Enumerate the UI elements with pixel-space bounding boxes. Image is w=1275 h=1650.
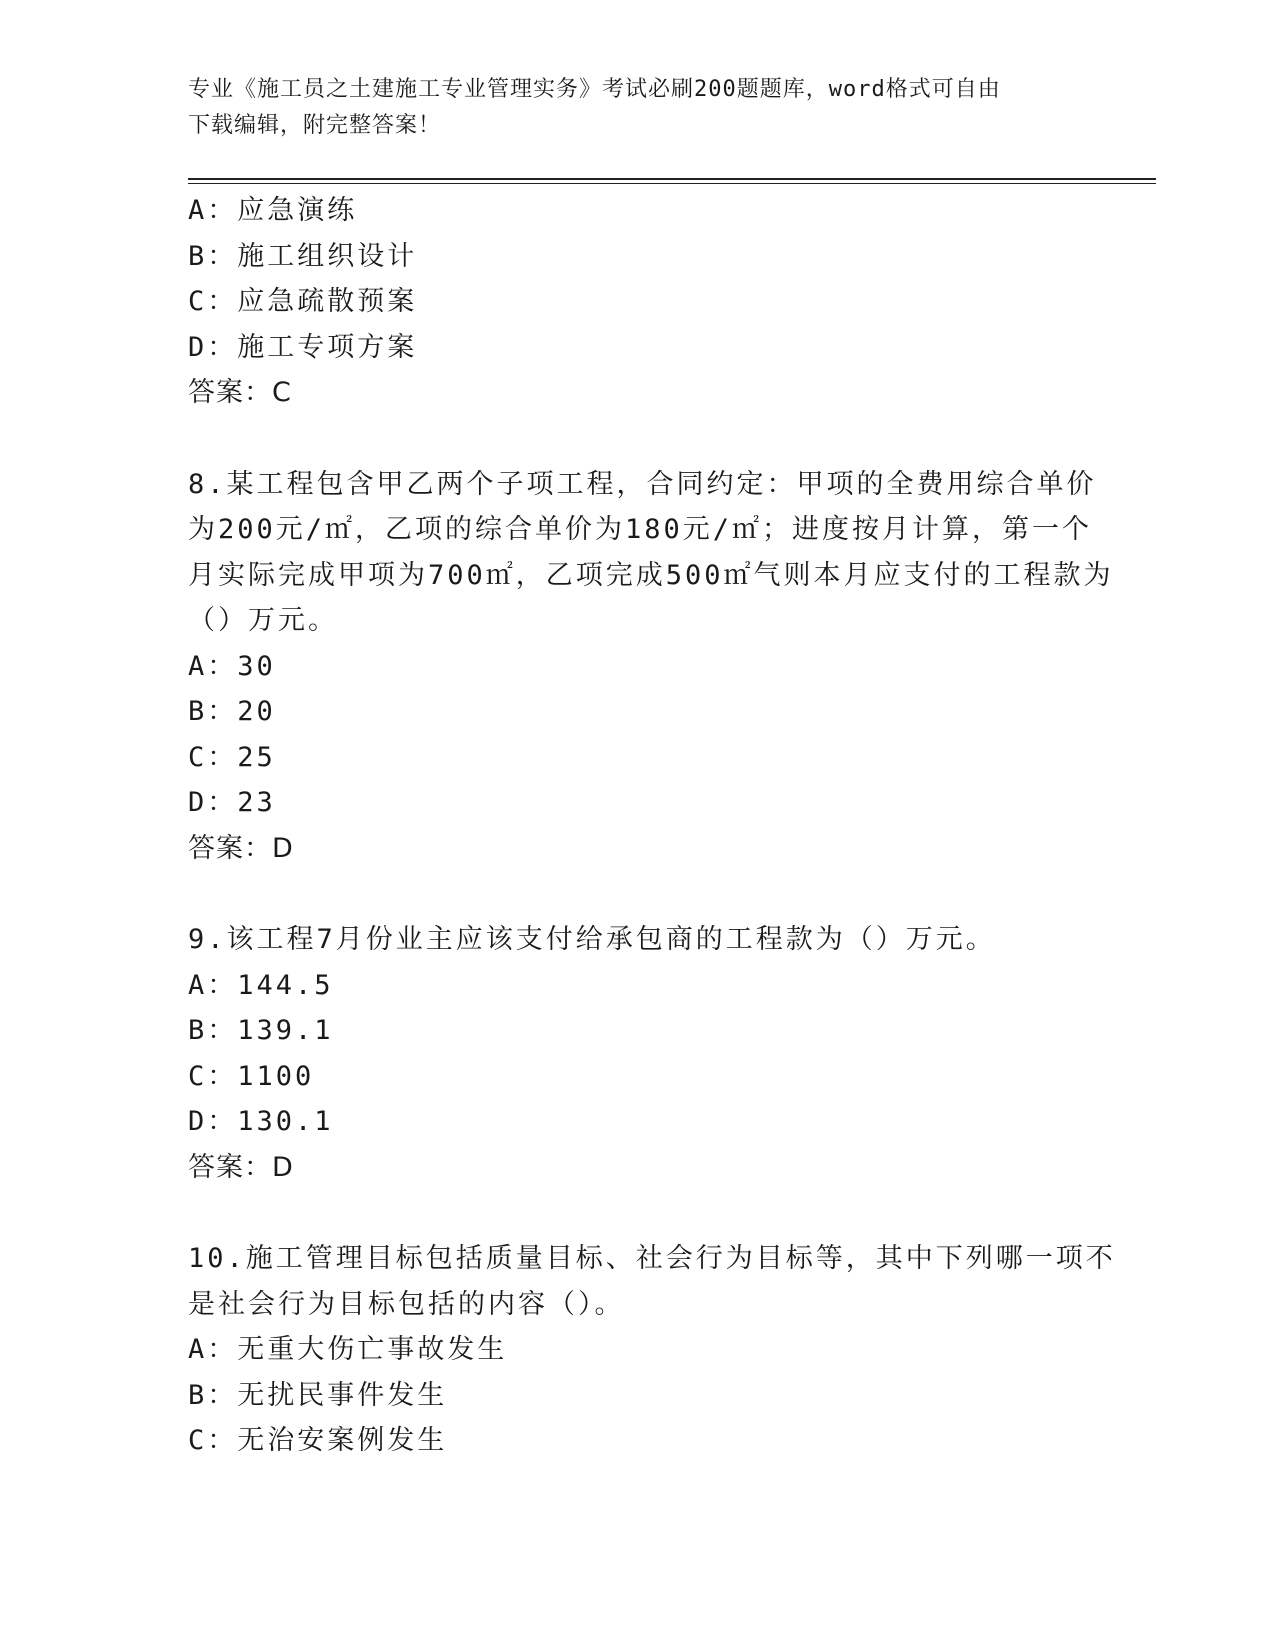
answer-label: 答案：D bbox=[188, 1151, 294, 1183]
option-a: A：30 bbox=[188, 650, 276, 682]
question-8-text-line-1: 8.某工程包含甲乙两个子项工程，合同约定：甲项的全费用综合单价 bbox=[188, 468, 1097, 500]
answer-label: 答案：C bbox=[188, 377, 292, 408]
question-9-block bbox=[188, 917, 1088, 1190]
option-a: A：应急演练 bbox=[188, 195, 358, 226]
question-10-text-line-2: 是社会行为目标包括的内容（）。 bbox=[188, 1288, 625, 1320]
header-divider bbox=[188, 178, 1156, 180]
option-c: C：应急疏散预案 bbox=[188, 286, 418, 317]
question-list bbox=[188, 188, 1116, 1464]
option-b: B：139.1 bbox=[188, 1015, 334, 1046]
question-10-block bbox=[188, 1236, 1116, 1464]
option-b: B：施工组织设计 bbox=[188, 240, 418, 272]
question-10-text-line-1: 10.施工管理目标包括质量目标、社会行为目标等，其中下列哪一项不 bbox=[188, 1243, 1116, 1274]
option-c: C：1100 bbox=[188, 1060, 315, 1092]
question-9-text: 9.该工程7月份业主应该支付给承包商的工程款为（）万元。 bbox=[188, 924, 996, 955]
question-8-text-line-2: 为200元/㎡，乙项的综合单价为180元/㎡；进度按月计算，第一个 bbox=[188, 514, 1093, 545]
option-c: C：25 bbox=[188, 741, 276, 773]
answer-label: 答案：D bbox=[188, 832, 294, 864]
document-header bbox=[188, 72, 1068, 144]
question-8-text-line-3: 月实际完成甲项为700㎡，乙项完成500㎡气则本月应支付的工程款为 bbox=[188, 559, 1114, 591]
header-line-2: 下载编辑，附完整答案！ bbox=[188, 113, 442, 138]
option-d: D：23 bbox=[188, 787, 276, 818]
option-c: C：无治安案例发生 bbox=[188, 1425, 448, 1456]
spacer bbox=[188, 871, 1088, 917]
question-8-block bbox=[188, 462, 1114, 872]
question-8-text-line-4: （）万元。 bbox=[188, 605, 338, 636]
spacer bbox=[188, 1190, 1088, 1236]
option-a: A：无重大伤亡事故发生 bbox=[188, 1334, 508, 1365]
option-d: D：施工专项方案 bbox=[188, 331, 418, 363]
header-divider-thin bbox=[188, 183, 1156, 184]
option-d: D：130.1 bbox=[188, 1106, 334, 1137]
spacer bbox=[188, 416, 1088, 462]
option-b: B：无扰民事件发生 bbox=[188, 1379, 448, 1411]
option-b: B：20 bbox=[188, 696, 276, 727]
option-a: A：144.5 bbox=[188, 969, 334, 1001]
header-line-1: 专业《施工员之土建施工专业管理实务》考试必刷200题题库，word格式可自由 bbox=[188, 77, 1001, 102]
question-7-block bbox=[188, 188, 1088, 416]
